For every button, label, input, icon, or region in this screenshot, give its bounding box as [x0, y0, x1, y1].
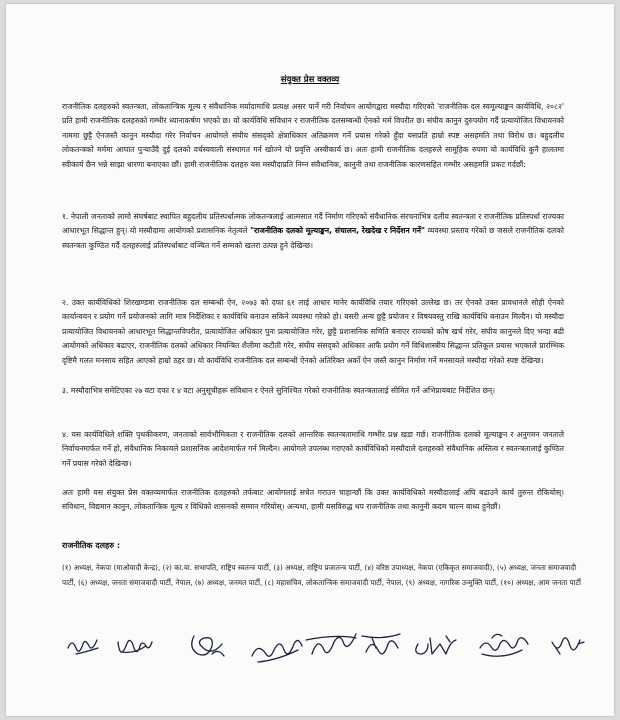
signatures-svg [6, 614, 614, 684]
signature-6 [362, 634, 400, 654]
signature-9 [552, 638, 584, 654]
parties-heading: राजनीतिक दलहरु : [62, 541, 121, 550]
signature-8 [480, 634, 528, 656]
point-4-paragraph: ४. यस कार्यविधिले शक्ति पृथकीकरण, जनताको सार्वभौमिकता र राजनीतिक दलको आन्तरिक स्वतन्त्रतामाथि गम्भीर प्रश्न खडा गर्छ। राजनीतिक दलको मूल्याङ्कन र अनुगमन जनताले निर्वाचनमार्फत गर्ने हो, संवैधानिक निकायले प्रशासनिक आदेशमार्फत गर्न मिल्दैन। आयोगले उपलब्ध गराएको कार्यविधिको मस्यौदाले दलहरुको संवैधानिक अस्तित्व र स्वतन्त्रतालाई कुण्ठित गर्ने प्रयास गरेको देखिन्छ। [62, 430, 564, 468]
signature-5 [306, 634, 356, 654]
closing-paragraph: अतः हामी यस संयुक्त प्रेस वक्तव्यमार्फत राजनीतिक दलहरुको तर्फबाट आयोगलाई सचेत गराउन चाहान्छौं कि उक्त कार्यविधिको मस्यौदालाई अघि बढाउने कार्य तुरुन्त रोकियोस्। संविधान, विद्यमान कानुन, लोकतान्त्रिक मूल्य र विधिको शासनको सम्मान गरियोस्। अन्यथा, हामी यसविरुद्ध थप राजनीतिक तथा कानुनी कदम चाल्न बाध्य हुनेछौं। [62, 488, 564, 512]
intro-paragraph: राजनीतिक दलहरुको स्वतन्त्रता, लोकतान्त्रिक मूल्य र संवैधानिक मर्यादामाथि प्रत्यक्ष असर पार्ने गरी निर्वाचन आयोगद्वारा मस्यौदा गरिएको 'राजनीतिक दल स्वमूल्याङ्कन कार्यविधि, २०८२' प्रति हामी राजनीतिक दलहरुको गम्भीर ध्यानाकर्षण भएको छ। यो कार्यविधि संविधान र राजनीतिक दलसम्बन्धी ऐनको मर्म विपरीत छ। संघीय कानुन दुरुपयोग गर्दै प्रत्यायोजित विधायनको नाममा छुट्टै ऐनजस्तै कानुन मस्यौदा गरेर निर्वाचन आयोगले संघीय संसद्को क्षेत्राधिकार अतिक्रमण गर्ने प्रयास गरेको हुँदा यसप्रति हाम्रो स्पष्ट असहमति तथा विरोध छ। बहुदलीय लोकतन्त्रको मर्ममा आघात पुऱ्याउँदै दुई दलको वर्चस्ववाली संस्थागत गर्न खोज्ने यो प्रवृत्ति अस्वीकार्य छ। अतः हामी राजनीतिक दलहरुले सामूहिक रुपमा यो कार्यविधि कुनै हालतमा स्वीकार्य छैन भन्ने साझा धारणा बनाएका छौं। हामी राजनीतिक दलहरु यस मस्यौदाप्रति निम्न संवैधानिक, कानुनी तथा राजनीतिक कारणसहित गम्भीर असहमति प्रकट गर्दछौं: [62, 102, 564, 169]
signature-2 [118, 640, 152, 652]
signature-3 [192, 636, 224, 656]
point-3-paragraph: ३. मस्यौदाभित्र समेटिएका २७ वटा दफा र ४ वटा अनुसूचीहरू संविधान र ऐनले सुनिश्चित गरेको राजनीतिक स्वतन्त्रतालाई सीमित गर्ने अभिप्रायबाट निर्देशित छन्। [62, 386, 496, 395]
signatures-row [6, 614, 614, 684]
signature-4 [252, 640, 302, 662]
point-2-paragraph: २. उक्त कार्यविधिको शिरखण्डमा राजनीतिक दल सम्बन्धी ऐन, २०७३ को दफा ६१ लाई आधार मानेर कार्यविधि तयार गरिएको उल्लेख छ। तर ऐनको उक्त प्रावधानले सोही ऐनको कार्यान्वयन र प्रयोग गर्ने प्रयोजनको लागि मात्र निर्देशिका र कार्यविधि बनाउन सकिने व्यवस्था गरेको हो। यसरी अन्य छुट्टै प्रयोजन र विषयवस्तु राखि कार्यविधि बनाउन मिल्दैन। यो मस्यौदा प्रत्यायोजित विधायनको आधारभूत सिद्धान्तविपरीत, प्रत्यायोजित अधिकार पुनः प्रत्यायोजित गरेर, छुट्टै प्रशासनिक समिति बनाएर राज्यको कोष खर्च गरेर, संघीय कानुनले दिए भन्दा बढी आयोगको अधिकार बढाएर, राजनीतिक दलको अधिकार नियन्त्रित शैलीमा कटौती गरेर, संघीय संसद्को अधिकार आफैं प्रयोग गर्ने विधिशास्त्रीय सिद्धान्त प्रतिकूल प्रयास भएकाले प्रारम्भिक दृष्टिमै गलत मनसाय सहित आएको हाम्रो ठहर छ। यो कार्यविधि राजनीतिक दल सम्बन्धी ऐनको अतिरिक्त अर्को ऐन जस्तै कानुन निर्माण गर्ने मनसायले मस्यौदा गरेको स्पष्ट देखिन्छ। [62, 298, 564, 365]
parties-list: (१) अध्यक्ष, नेकपा (माओवादी केन्द्र), (२) का.वा. सभापति, राष्ट्रिय स्वतन्त्र पार्टी, (३) अध्यक्ष, राष्ट्रिय प्रजातन्त्र पार्टी, (४) वरिष्ठ उपाध्यक्ष, नेकपा (एकिकृत समाजवादी), (५) अध्यक्ष, जनता समाजवादी पार्टी, (६) अध्यक्ष, जनता समाजवादी पार्टी, नेपाल, (७) अध्यक्ष, जनमत पार्टी, (८) महासचिव, लोकतान्त्रिक समाजवादी पार्टी, नेपाल, (९) अध्यक्ष, नागरिक उन्मुक्ति पार्टी, (१०) अध्यक्ष, आम जनता पार्टी [62, 563, 581, 587]
point-1-text-end: व्यवस्था प्रस्ताव गरेको छ जसले राजनीतिक दलको स्वतन्त्रता कुण्ठित गर्दै दलहरुलाई प्रतिस्पर्धाबाट वञ्चित गर्ने सम्मको खतरा उत्पन्न हुने देखिन्छ। [62, 226, 564, 250]
signature-7 [416, 636, 456, 654]
document-title: संयुक्त प्रेस वक्तव्य [280, 75, 340, 85]
point-1-bold-quote: "राजनीतिक दलको मूल्याङ्कन, संचालन, रेखदेख र निर्देशन गर्ने" [250, 226, 425, 236]
signature-1 [68, 640, 98, 654]
point-1-text-start: १. नेपाली जनताको लामो संघर्षबाट स्थापित बहुदलीय प्रतिस्पर्धात्मक लोकतन्त्रलाई आत्मसात गर्दै निर्माण गरिएको संवैधानिक संरचनाभित्र दलीय स्वतन्त्रता र राजनीतिक प्रतिस्पर्धा राज्यका आधारभूत सिद्धान्त हुन्। यो मस्यौदामा आयोगको प्रशासनिक नेतृत्वले [62, 212, 564, 236]
document-page [6, 4, 614, 716]
point-1-paragraph [62, 210, 564, 253]
